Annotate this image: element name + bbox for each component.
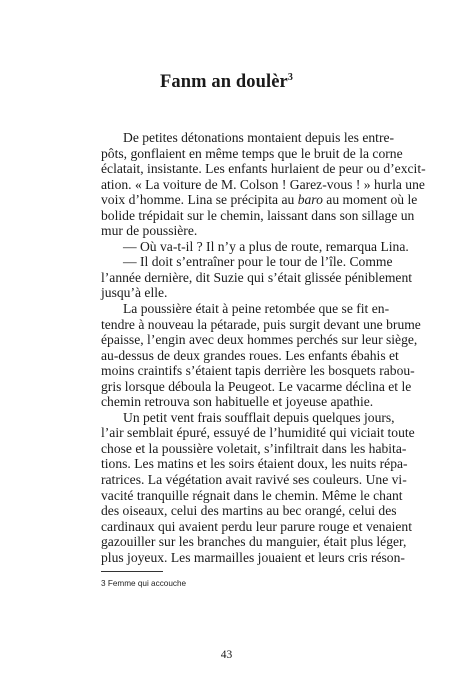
text-line: gris lorsque déboula la Peugeot. Le vacarme déclina et le — [101, 378, 412, 394]
text-line: La poussière était à peine retombée que se fit en- — [123, 301, 390, 317]
text-line: cardinaux qui avaient perdu leur parure rouge et venaient — [101, 518, 413, 534]
body-text — [101, 130, 426, 565]
text-line: plus joyeux. Les marmailles jouaient et leurs cris réson- — [101, 549, 405, 565]
text-line: gazouiller sur les branches du manguier, était plus léger, — [101, 534, 407, 550]
text-line: pôts, gonflaient en même temps que le bruit de la corne — [101, 145, 403, 161]
text-line: l’air semblait épuré, essuyé de l’humidité qui viciait toute — [101, 425, 415, 441]
footnote: 3 Femme qui accouche — [101, 579, 187, 588]
text-line: ation. « La voiture de M. Colson ! Garez-vous ! » hurla une — [101, 176, 425, 192]
text-line: vacité tranquille régnait dans le chemin. Même le chant — [101, 487, 403, 503]
text-line: épaisse, l’engin avec deux hommes perchés sur leur siège, — [101, 332, 418, 348]
text-line: éclatait, insistante. Les enfants hurlaient de peur ou d’excit- — [101, 161, 426, 177]
text-line: tions. Les matins et les soirs étaient doux, les nuits répa- — [101, 456, 408, 472]
text-line: tendre à nouveau la pétarade, puis surgit devant une brume — [101, 316, 421, 332]
text-line: l’année dernière, dit Suzie qui s’était glissée péniblement — [101, 269, 413, 285]
text-line: moins craintifs s’étaient tapis derrière les bosquets rabou- — [101, 363, 415, 379]
text-line: chose et la poussière voletait, s’infiltrait dans les habita- — [101, 440, 407, 456]
text-line: De petites détonations montaient depuis les entre- — [123, 130, 395, 145]
text-line: au-dessus de deux grandes roues. Les enfants ébahis et — [101, 347, 399, 363]
footnote-divider — [101, 571, 163, 572]
text-line: des oiseaux, celui des martins au bec orangé, celui des — [101, 503, 397, 519]
footnote-reference: 3 — [287, 71, 293, 83]
page-number: 43 — [220, 649, 233, 661]
chapter-title — [0, 72, 453, 93]
text-line: ratrices. La végétation avait ravivé ses couleurs. Une vi- — [101, 472, 407, 488]
text-line: bolide trépidait sur le chemin, laissant dans son sillage un — [101, 207, 415, 223]
text-fragment: au moment où le — [326, 192, 418, 208]
text-line: Un petit vent frais soufflait depuis quelques jours, — [123, 409, 395, 425]
text-line: — Il doit s’entraîner pour le tour de l’île. Comme — [123, 254, 393, 270]
text-fragment: voix d’homme. Lina se précipita au — [101, 192, 295, 208]
italic-word: baro — [297, 192, 323, 208]
text-line: jusqu’à elle. — [101, 285, 168, 301]
text-line: mur de poussière. — [101, 223, 198, 239]
text-line — [101, 192, 418, 208]
text-line: — Où va-t-il ? Il n’y a plus de route, remarqua Lina. — [123, 238, 409, 254]
chapter-title-text: Fanm an doulèr — [160, 72, 288, 92]
text-line: chemin retrouva son habituelle et joyeuse apathie. — [101, 394, 374, 410]
